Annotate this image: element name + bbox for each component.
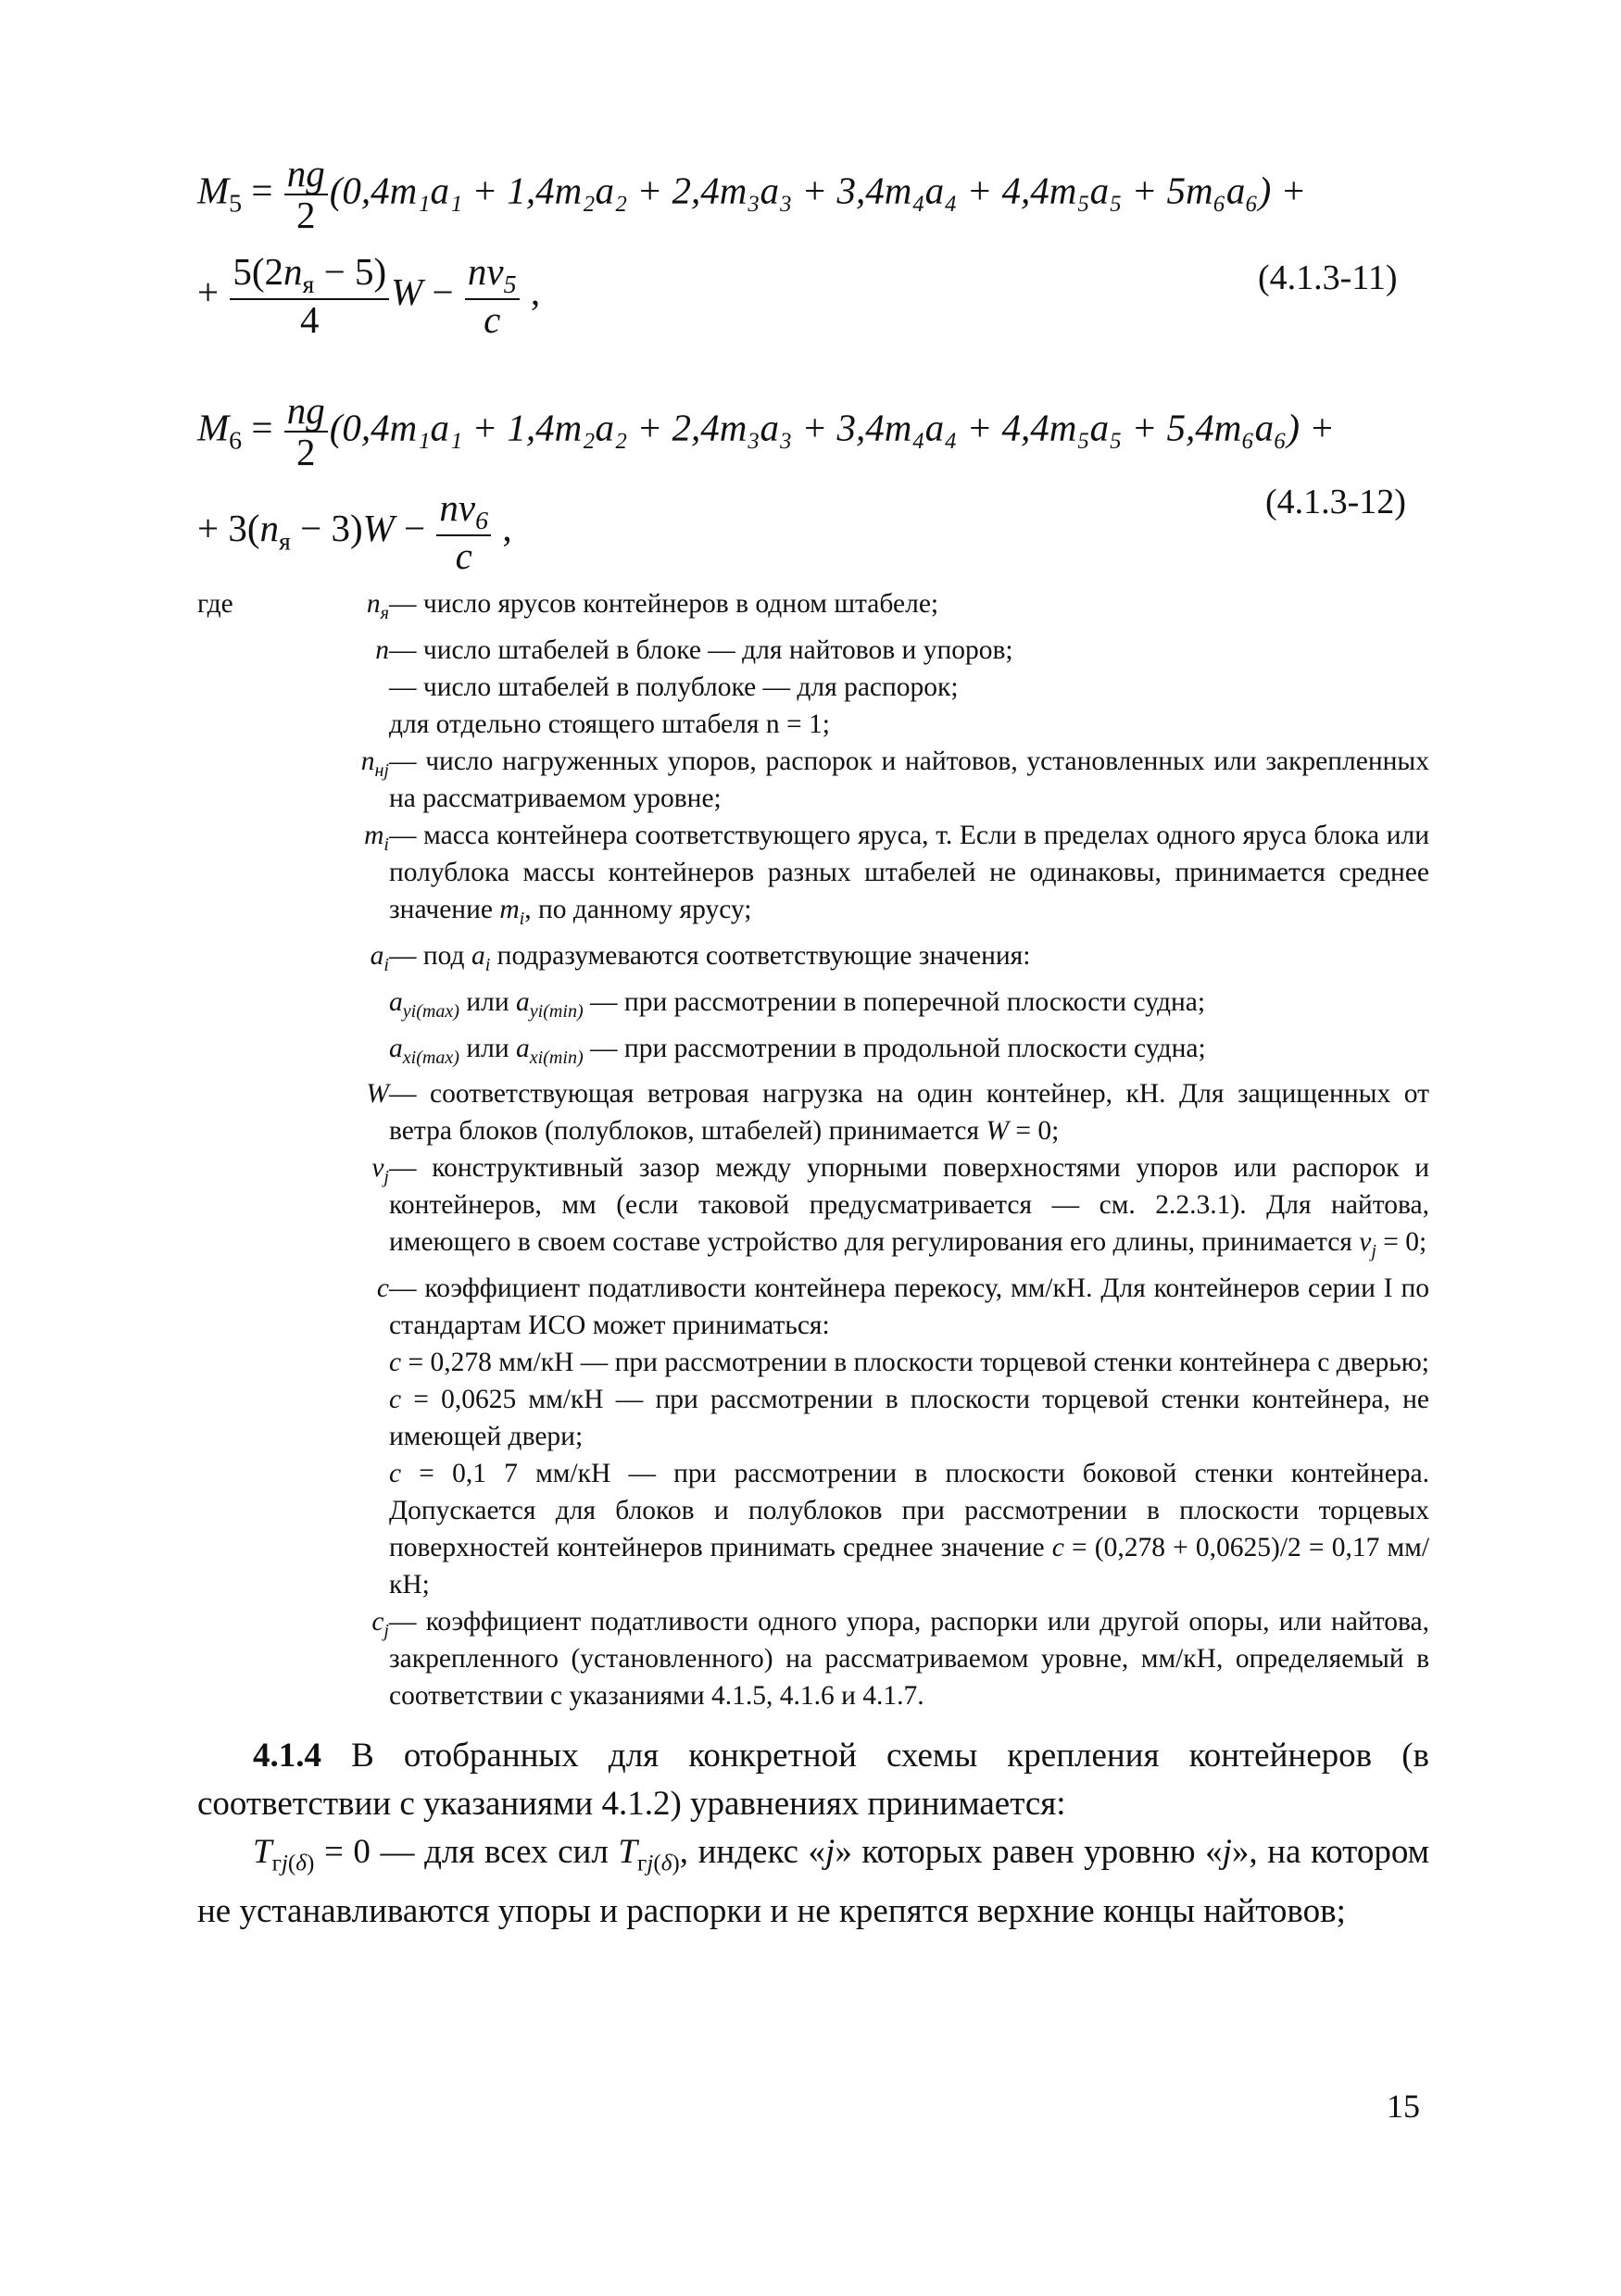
fraction-nv6-c: $\frac{nv_6}{c}$ [436, 488, 491, 577]
definition-n-ya: где $n_я$ — число ярусов контейнеров в одном штабеле; [197, 585, 1429, 632]
formula-m6-terms: (0,4m₁a₁ + 1,4m₂a₂ + 2,4m₃a₃ + 3,4m₄a₄ + 4,4m₅a₅ + 5,4m₆a₆) + [329, 406, 1335, 449]
definition-text [389, 669, 1429, 743]
section-paragraph-1: 4.1.4 В отобранных для конкретной схемы крепления контейнеров (в соответствии с указаниями 4.1.2) уравнениях принимается: [197, 1737, 1429, 1823]
definition-c-j: $c_j$ — коэффициент податливости одного упора, распорки или другой опоры, или найтова, закрепленного (установленного) на рассматриваемом уровне, мм/кН, определяемый в соответствии с указаниями 4.1.5, 4.1.6 и 4.1.7. [197, 1603, 1429, 1714]
where-label: где [197, 589, 233, 619]
page-number: 15 [1387, 2088, 1420, 2125]
fraction-nv5-c: $\frac{nv_5}{c}$ [465, 252, 520, 341]
definition-text: — коэффициент податливости контейнера перекосу, мм/кН. Для контейнеров серии I по стандартам ИСО может приниматься: c = 0,278 мм/кН — при рассмотрении в плоскости торцевой стенки контейнера с дверью; c = 0,0625 мм/кН — при рассмотрении в плоскости торцевой стенки контейнера, не имеющей двери; c = 0,1 7 мм/кН — при рассмотрении в плоскости боковой стенки контейнера. Допускается для блоков и полублоков при рассмотрении в плоскости торцевых поверхностей контейнеров принимать среднее значение c = (0,278 + 0,0625)/2 = 0,17 мм/кН; [389, 1273, 1430, 1600]
definition-text: — под $a_i$ подразумеваются соответствующие значения: $a_{yi(max)}$ или $a_{yi(min)}$ — при рассмотрении в поперечной плоскости судна; $a_{xi(max)}$ или $a_{xi(min)}$ — при рассмотрении в продольной плоскости судна; [389, 940, 1206, 1068]
definition-a-i: $a_i$ — под $a_i$ подразумеваются соответствующие значения: $a_{yi(max)}$ или $a_{yi(min)}$ — при рассмотрении в поперечной плоскости судна; $a_{xi(max)}$ или $a_{xi(min)}$ — при рассмотрении в продольной плоскости судна; [197, 937, 1429, 1076]
definition-line: для отдельно стоящего штабеля n = 1; [389, 709, 830, 739]
definition-v-j: $v_j$ — конструктивный зазор между упорными поверхностями упоров или распорок и контейнеров, мм (если таковой предусматривается — см. 2.2.3.1). Для найтова, имеющего в своем составе устройство для регулирования его длины, принимается $v_j = 0$; [197, 1149, 1429, 1270]
definition-W: W — соответствующая ветровая нагрузка на один контейнер, кН. Для защищенных от ветра блоков (полублоков, штабелей) принимается W = 0; [197, 1075, 1429, 1149]
fraction-ng-2-b: $\frac{ng}{2}$ [284, 391, 328, 472]
section-4-1-4 [197, 1732, 1429, 1936]
definition-text: — масса контейнера соответствующего яруса, т. Если в пределах одного яруса блока или полублока массы контейнеров разных штабелей не одинаковы, принимается среднее значение $m_i$, по данному ярусу; [389, 820, 1429, 929]
formula-m6-line1: $M_6$ = $\frac{ng}{2}$ (0,4m₁a₁ + 1,4m₂a₂ + 2,4m₃a₃ + 3,4m₄a₄ + 4,4m₅a₅ + 5,4m₆a₆) + [197, 389, 1335, 474]
fraction-5-2n-5-4: $\frac{5(2n_я - 5)}{4}$ [230, 252, 389, 341]
definition-m-i: $m_i$ — масса контейнера соответствующего яруса, т. Если в пределах одного яруса блока или полублока массы контейнеров разных штабелей не одинаковы, принимается среднее значение $m_i$, по данному ярусу; [197, 817, 1429, 937]
formula-m5-terms: (0,4m₁a₁ + 1,4m₂a₂ + 2,4m₃a₃ + 3,4m₄a₄ + 4,4m₅a₅ + 5m₆a₆) + [329, 169, 1307, 212]
definition-c: c — коэффициент податливости контейнера перекосу, мм/кН. Для контейнеров серии I по стандартам ИСО может приниматься: c = 0,278 мм/кН — при рассмотрении в плоскости торцевой стенки контейнера с дверью; c = 0,0625 мм/кН — при рассмотрении в плоскости торцевой стенки контейнера, не имеющей двери; c = 0,1 7 мм/кН — при рассмотрении в плоскости боковой стенки контейнера. Допускается для блоков и полублоков при рассмотрении в плоскости торцевых поверхностей контейнеров принимать среднее значение c = (0,278 + 0,0625)/2 = 0,17 мм/кН; [197, 1270, 1429, 1603]
definition-text: — конструктивный зазор между упорными поверхностями упоров или распорок и контейнеров, мм (если таковой предусматривается — см. 2.2.3.1). Для найтова, имеющего в своем составе устройство для регулирования его длины, принимается $v_j = 0$; [389, 1153, 1429, 1262]
definition-n-nj: $n_{нj}$ — число нагруженных упоров, распорок и найтовов, установленных или закрепленных на рассматриваемом уровне; [197, 743, 1429, 817]
fraction-ng-2: $\frac{ng}{2}$ [284, 154, 328, 235]
formula-m5-line2: + $\frac{5(2n_я - 5)}{4}$ W − $\frac{nv_5}{c}$ , [197, 250, 541, 342]
equation-number-11: (4.1.3-11) [1258, 258, 1398, 297]
formula-m6-line2: + $3(n_я - 3)W$ − $\frac{nv_6}{c}$ , [197, 486, 512, 578]
definition-text: — число ярусов контейнеров в одном штабеле; [389, 589, 939, 619]
definition-text: — число штабелей в блоке — для найтовов и упоров; [389, 634, 1013, 665]
formula-m5-line1: $M_5$ = $\frac{ng}{2}$ (0,4m₁a₁ + 1,4m₂a₂ + 2,4m₃a₃ + 3,4m₄a₄ + 4,4m₅a₅ + 5m₆a₆) + [197, 152, 1307, 237]
equation-number-12: (4.1.3-12) [1265, 483, 1406, 521]
definition-line: — число штабелей в полублоке — для распорок; [389, 671, 959, 702]
definition-text: — коэффициент податливости одного упора, распорки или другой опоры, или найтова, закрепленного (установленного) на рассматриваемом уровне, мм/кН, определяемый в соответствии с указаниями 4.1.5, 4.1.6 и 4.1.7. [389, 1607, 1429, 1712]
section-number: 4.1.4 [253, 1737, 321, 1775]
definition-text: — соответствующая ветровая нагрузка на один контейнер, кН. Для защищенных от ветра блоков (полублоков, штабелей) принимается W = 0; [389, 1079, 1429, 1147]
definition-text: — число нагруженных упоров, распорок и найтовов, установленных или закрепленных на рассматриваемом уровне; [389, 746, 1429, 813]
section-paragraph-2: $T_{гj(\delta)} = 0$ — для всех сил $T_{гj(\delta)}$, индекс «j» которых равен уровню «j», на котором не устанавливаются упоры и распорки и не крепятся верхние концы найтовов; [197, 1833, 1430, 1931]
definition-n-halfblock [197, 669, 1429, 743]
definition-n: n — число штабелей в блоке — для найтовов и упоров; [197, 632, 1429, 669]
definitions-list [197, 585, 1429, 1714]
